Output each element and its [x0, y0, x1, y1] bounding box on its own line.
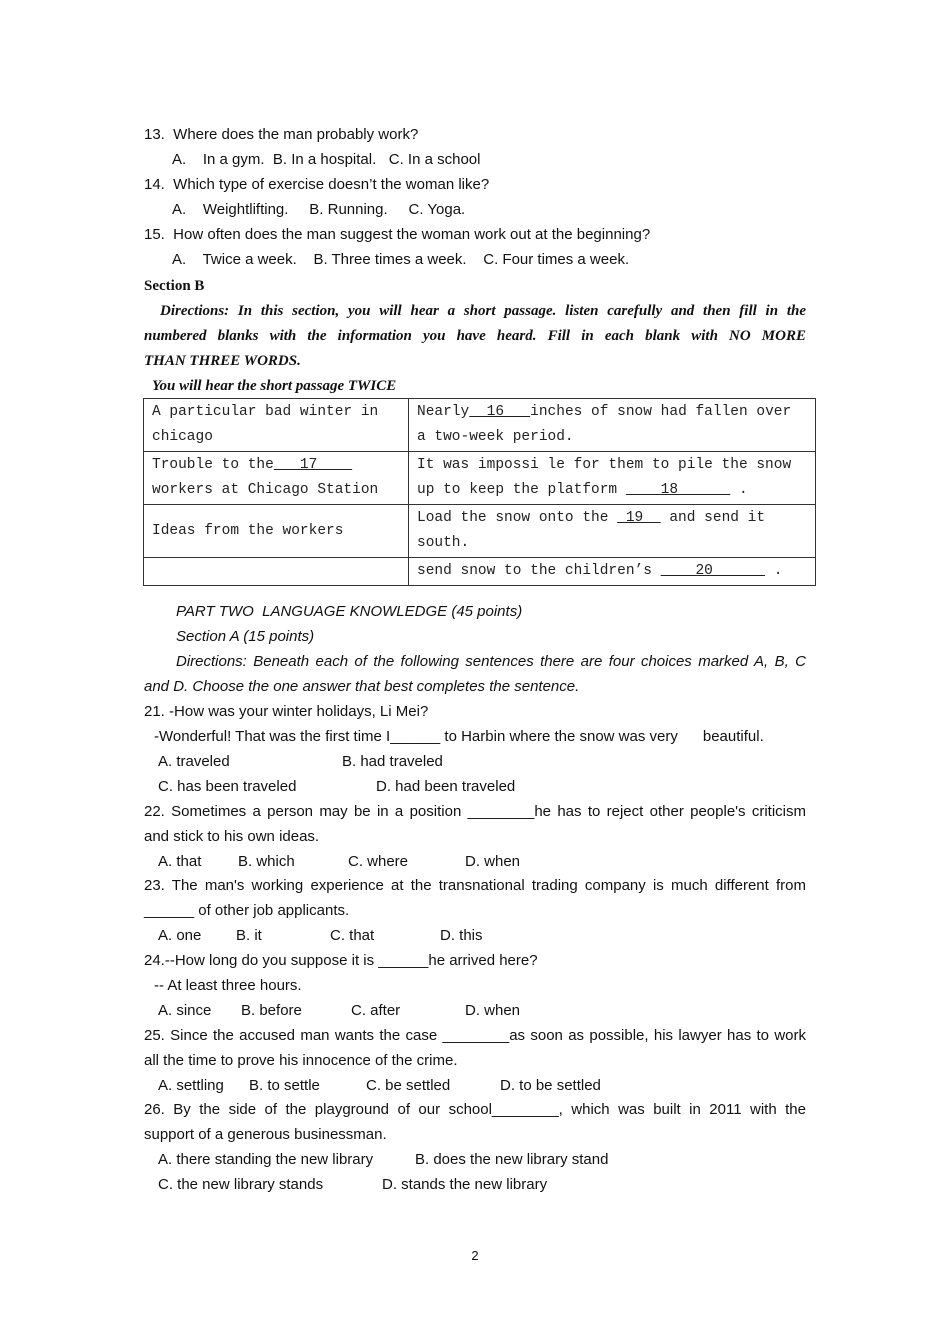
table-row [144, 558, 816, 586]
question-22-option-a: A. that [158, 853, 202, 870]
question-26-option-d: D. stands the new library [382, 1176, 548, 1193]
blank-20: 20 [660, 563, 766, 579]
question-25-option-b: B. to settle [249, 1077, 320, 1094]
section-b-title: Section B [144, 278, 205, 294]
question-26-option-a: A. there standing the new library [158, 1151, 374, 1168]
table-cell [144, 558, 409, 586]
cell-text: Load the snow onto the [417, 510, 618, 526]
question-23-option-b: B. it [236, 927, 262, 944]
table-cell [409, 505, 816, 558]
cell-text: Trouble to the [152, 457, 274, 473]
question-26-option-b: B. does the new library stand [415, 1151, 609, 1168]
table-cell [409, 399, 816, 452]
blank-18: 18 [625, 482, 731, 498]
listening-table [143, 398, 816, 586]
table-cell [409, 558, 816, 586]
question-21-line-1: 21. -How was your winter holidays, Li Mei? [144, 703, 429, 720]
blank-19: 19 [617, 510, 661, 526]
question-25-option-a: A. settling [158, 1077, 224, 1094]
section-b-directions-line-2: numbered blanks with the information you have heard. Fill in each blank with NO MORE [144, 328, 806, 344]
question-23-option-c: C. that [330, 927, 375, 944]
page-number: 2 [471, 1248, 479, 1263]
table-cell: Ideas from the workers [144, 505, 409, 558]
question-23-line-2: ______ of other job applicants. [144, 902, 350, 919]
question-23-option-a: A. one [158, 927, 202, 944]
question-24-line-2: -- At least three hours. [154, 977, 302, 994]
question-26-line-1: 26. By the side of the playground of our school________, which was built in 2011 with the [144, 1101, 806, 1118]
cell-text: and send it south. [417, 510, 766, 551]
question-25-line-1: 25. Since the accused man wants the case ________as soon as possible, his lawyer has to work [144, 1027, 806, 1044]
table-row [144, 505, 816, 558]
question-25-option-d: D. to be settled [500, 1077, 601, 1094]
question-21-option-d: D. had been traveled [376, 778, 516, 795]
question-25-option-c: C. be settled [366, 1077, 451, 1094]
question-15-stem: 15. How often does the man suggest the woman work out at the beginning? [144, 226, 651, 243]
cell-text: Nearly [417, 404, 470, 420]
question-25-line-2: all the time to prove his innocence of the crime. [144, 1052, 458, 1069]
question-22-option-b: B. which [238, 853, 295, 870]
cell-text: inches of snow had fallen over a two-week period. [417, 404, 792, 445]
question-13-options: A. In a gym. B. In a hospital. C. In a school [172, 151, 481, 168]
question-24-option-b: B. before [241, 1002, 302, 1019]
cell-text: send snow to the children’s [417, 563, 661, 579]
table-cell [144, 452, 409, 505]
table-cell [409, 452, 816, 505]
question-24-option-a: A. since [158, 1002, 212, 1019]
question-21-option-b: B. had traveled [342, 753, 443, 770]
part-two-directions-line-1: Directions: Beneath each of the following sentences there are four choices marked A, B, C [176, 653, 806, 670]
question-21-line-2: -Wonderful! That was the first time I______ to Harbin where the snow was very beautiful. [154, 728, 764, 745]
question-24-line-1: 24.--How long do you suppose it is ______he arrived here? [144, 952, 538, 969]
section-b-twice-note: You will hear the short passage TWICE [152, 378, 397, 394]
section-b-directions-line-1: Directions: In this section, you will hear a short passage. listen carefully and then fill in the [160, 303, 806, 319]
question-24-option-d: D. when [465, 1002, 521, 1019]
cell-text: . [730, 482, 748, 498]
blank-16: 16 [469, 404, 531, 420]
cell-text: workers at Chicago Station [152, 482, 379, 498]
question-22-line-2: and stick to his own ideas. [144, 828, 320, 845]
question-22-option-c: C. where [348, 853, 409, 870]
question-14-options: A. Weightlifting. B. Running. C. Yoga. [172, 201, 466, 218]
table-cell: A particular bad winter in chicago [144, 399, 409, 452]
part-two-section-a: Section A (15 points) [176, 628, 315, 645]
question-21-option-c: C. has been traveled [158, 778, 297, 795]
question-23-line-1: 23. The man's working experience at the transnational trading company is much different from [144, 877, 806, 894]
question-22-option-d: D. when [465, 853, 521, 870]
question-26-line-2: support of a generous businessman. [144, 1126, 387, 1143]
question-23-option-d: D. this [440, 927, 483, 944]
section-b-directions-line-3: THAN THREE WORDS. [144, 353, 301, 369]
cell-text: It was impossi le for them to pile the snow up to keep the platform [417, 457, 792, 498]
question-24-option-c: C. after [351, 1002, 401, 1019]
question-26-option-c: C. the new library stands [158, 1176, 324, 1193]
part-two-directions-line-2: and D. Choose the one answer that best completes the sentence. [144, 678, 580, 695]
question-14-stem: 14. Which type of exercise doesn’t the woman like? [144, 176, 490, 193]
blank-17: 17 [273, 457, 353, 473]
cell-text: . [765, 563, 783, 579]
question-15-options: A. Twice a week. B. Three times a week. C. Four times a week. [172, 251, 630, 268]
question-13-stem: 13. Where does the man probably work? [144, 126, 419, 143]
question-21-option-a: A. traveled [158, 753, 230, 770]
question-22-line-1: 22. Sometimes a person may be in a position ________he has to reject other people's criticism [144, 803, 806, 820]
table-row [144, 399, 816, 452]
part-two-heading: PART TWO LANGUAGE KNOWLEDGE (45 points) [176, 603, 523, 620]
table-row [144, 452, 816, 505]
